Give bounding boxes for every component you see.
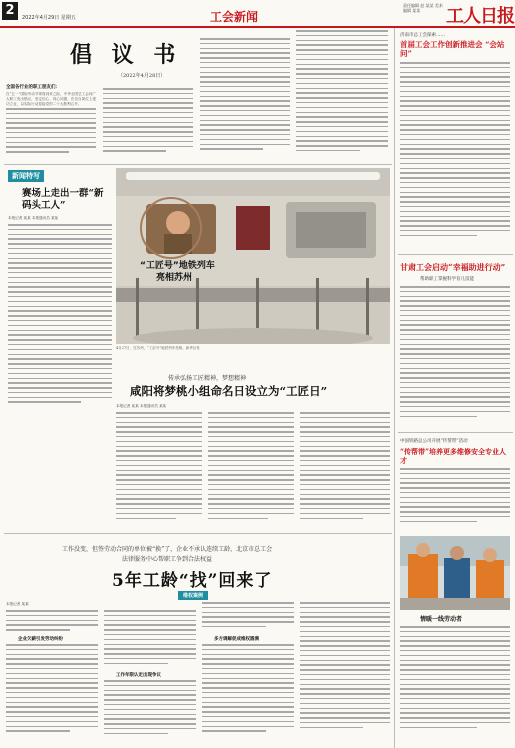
feature-byline: 本报记者 某某 本报通讯员 某某 xyxy=(8,216,59,220)
center-byline: 本报记者 某某 本报通讯员 某某 xyxy=(116,404,167,408)
feature-body xyxy=(8,224,112,420)
center-body-col-1 xyxy=(116,412,202,530)
divider xyxy=(4,533,392,534)
right-top-headline: 首届工会工作创新推进会 “会站问” xyxy=(400,40,505,58)
right-top-body xyxy=(400,62,510,250)
bottom-body-col-1b xyxy=(6,644,98,744)
proposal-column-2 xyxy=(103,88,193,160)
right-low-headline: “传帮带”培养更多维修安全专业人才 xyxy=(400,447,507,465)
right-low-kicker: 中国铁路总公司开展“传帮带”活动 xyxy=(400,439,468,444)
proposal-column-1 xyxy=(6,108,96,160)
center-headline: 咸阳将梦桃小组命名日设立为“工匠日” xyxy=(130,384,328,398)
workers-photo-caption: 情暖一线劳动者 xyxy=(420,616,463,623)
bottom-body-col-3a xyxy=(202,602,294,634)
bottom-body-col-1a xyxy=(6,610,98,634)
newspaper-logo: 工人日报 xyxy=(446,6,514,27)
center-kicker: 传承弘扬工匠精神，梦想精神 xyxy=(168,375,247,382)
right-low-body xyxy=(400,468,510,530)
bottom-headline: 5年工龄“找”回来了 xyxy=(112,571,273,591)
editor-credits: 责任编辑 赵 某某 美术编辑 某某 xyxy=(403,3,443,13)
bottom-body-col-2b xyxy=(104,680,196,744)
bottom-kicker-2: 法律服务中心帮职工争到合法权益 xyxy=(122,556,213,563)
column-divider xyxy=(394,28,395,748)
proposal-column-3 xyxy=(200,38,290,160)
proposal-salutation: 全国各行业的职工朋友们： xyxy=(6,85,60,90)
divider xyxy=(398,432,513,433)
center-body-col-3 xyxy=(300,412,390,530)
section-title: 工会新闻 xyxy=(210,10,259,24)
right-top-kicker: 济南市总工会探索…… xyxy=(400,33,445,38)
train-photo-title-1: “工匠号”地铁列车 xyxy=(140,261,215,271)
feature-headline: 赛场上走出一群“新码头工人” xyxy=(22,188,104,211)
bottom-body-col-4 xyxy=(300,602,390,744)
bottom-label: 维权案例 xyxy=(178,591,208,600)
bottom-byline: 本报记者 某某 xyxy=(6,602,29,606)
bottom-subhead-3: 多方调解促成维权圆满 xyxy=(214,637,259,642)
proposal-column-4 xyxy=(296,30,388,162)
right-mid-body xyxy=(400,286,510,428)
feature-tag: 新闻特写 xyxy=(8,170,44,182)
workers-photo xyxy=(400,536,510,610)
workers-body xyxy=(400,626,510,744)
right-mid-kicker: 帮助职工掌握科学育儿技能 xyxy=(420,277,474,282)
workers-photo-illustration xyxy=(400,536,510,610)
bottom-body-col-3b xyxy=(202,644,294,744)
proposal-date: （2022年4月28日） xyxy=(118,73,166,79)
divider xyxy=(398,254,513,255)
issue-date: 2022年4月29日 星期五 xyxy=(22,15,76,21)
center-body-col-2 xyxy=(208,412,294,530)
train-photo-caption: 4月27日，在苏州，“工匠号”地铁列车亮相。新华社发 xyxy=(116,346,200,350)
train-photo-illustration xyxy=(116,168,390,344)
proposal-title: 倡 议 书 xyxy=(70,42,182,68)
bottom-body-col-2a xyxy=(104,610,196,672)
divider xyxy=(4,164,392,165)
right-mid-headline: 甘肃工会启动“幸福助进行动” xyxy=(400,262,506,272)
proposal-opening: 在“五一”国际劳动节即将到来之际，中华全国总工会向广大职工发出倡议，坚定信心、同心同德，在各自岗位上建功立业，以实际行动迎接党的二十大胜利召开。 xyxy=(6,92,96,106)
page-number: 2 xyxy=(2,2,18,20)
train-photo-title-2: 亮相苏州 xyxy=(156,273,193,283)
bottom-subhead-2: 工作年限认定出现争议 xyxy=(116,673,161,678)
bottom-subhead-1: 企业欠薪引发劳动纠纷 xyxy=(18,637,63,642)
train-interior-photo xyxy=(116,168,390,344)
bottom-kicker-1: 工作没变，但签劳动合同的单位被“换”了，企业不承认连续工龄，北京市总工会 xyxy=(62,546,273,553)
